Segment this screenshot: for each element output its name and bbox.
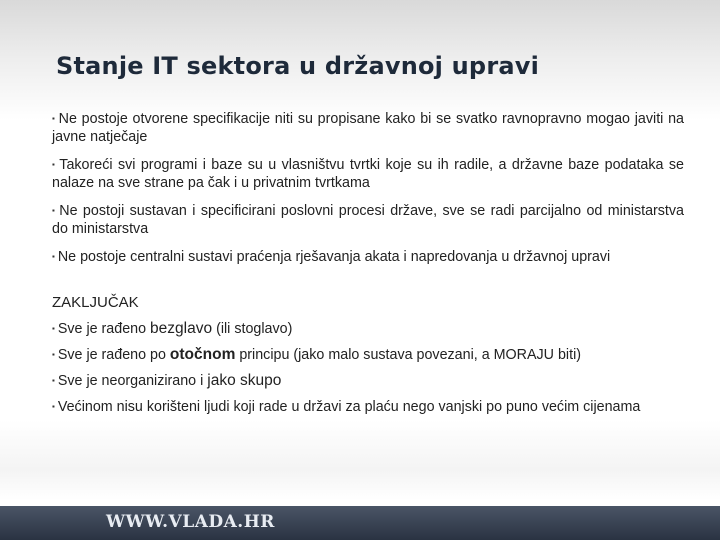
conclusion-text: (ili stoglavo) xyxy=(212,321,293,337)
conclusion-text: Sve je rađeno xyxy=(57,321,151,337)
bullet-icon: ▪ xyxy=(52,376,55,385)
bullet-icon: ▪ xyxy=(52,252,55,261)
bullet-paragraph xyxy=(52,110,684,146)
paragraph-text: Ne postoje centralni sustavi praćenja rješavanja akata i napredovanja u državnoj upravi xyxy=(57,249,611,265)
slide-content xyxy=(52,110,684,426)
paragraph-text: Ne postoje otvorene specifikacije niti su propisane kako bi se svatko ravnopravno mogao javiti na javne natječaje xyxy=(52,111,685,145)
conclusion-text: Sve je neorganizirano i xyxy=(57,373,208,389)
conclusion-emphasis: bezglavo xyxy=(150,320,213,337)
bullet-paragraph xyxy=(52,398,684,416)
conclusion-heading: ZAKLJUČAK xyxy=(52,294,139,311)
slide-title: Stanje IT sektora u državnoj upravi xyxy=(56,52,540,80)
bullet-paragraph xyxy=(52,202,684,238)
paragraph-text: Većinom nisu korišteni ljudi koji rade u državi za plaću nego vanjski po puno većim cijenama xyxy=(57,399,641,415)
conclusion-emphasis: otočnom xyxy=(169,346,236,363)
conclusion-item xyxy=(52,346,684,364)
bullet-icon: ▪ xyxy=(52,206,57,215)
bullet-icon: ▪ xyxy=(52,160,57,169)
bullet-icon: ▪ xyxy=(52,324,55,333)
conclusion-item xyxy=(52,320,684,338)
paragraph-text: Ne postoji sustavan i specificirani poslovni procesi države, sve se radi parcijalno od ministarstva do ministarstva xyxy=(52,203,684,237)
conclusion-text: Sve je rađeno po xyxy=(57,347,170,363)
bullet-paragraph xyxy=(52,156,684,192)
conclusion-emphasis: jako skupo xyxy=(207,372,282,389)
bullet-paragraph xyxy=(52,248,684,266)
bullet-icon: ▪ xyxy=(52,350,55,359)
conclusion-item xyxy=(52,372,684,390)
bullet-icon: ▪ xyxy=(52,114,56,123)
bullet-icon: ▪ xyxy=(52,402,55,411)
paragraph-text: Takoreći svi programi i baze su u vlasništvu tvrtki koje su ih radile, a državne baze podataka se nalaze na sve strane pa čak i u privatnim tvrtkama xyxy=(52,157,684,191)
conclusion-text: principu (jako malo sustava povezani, a MORAJU biti) xyxy=(235,347,582,363)
footer-logo-text: WWW.VLADA.HR xyxy=(106,512,275,532)
